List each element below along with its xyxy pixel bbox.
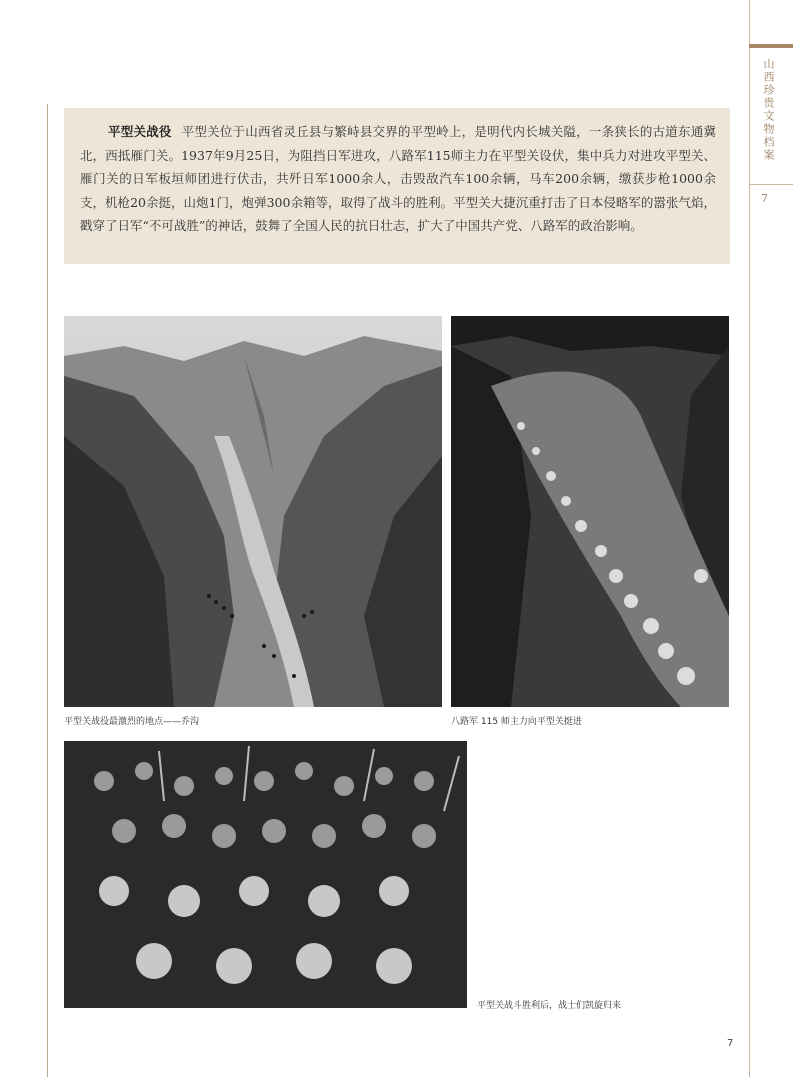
soldiers-image xyxy=(64,741,467,1008)
photo-troops-advancing xyxy=(451,316,729,707)
photo-caption: 平型关战斗胜利后，战士们凯旋归来 xyxy=(477,1001,622,1011)
photo-caption: 八路军 115 师主力向平型关挺进 xyxy=(451,717,582,727)
left-margin-rule xyxy=(47,104,48,1077)
intro-body: 平型关位于山西省灵丘县与繁峙县交界的平型岭上，是明代内长城关隘，一条狭长的古道东通冀北，西抵雁门关。1937年9月25日，为阻挡日军进攻，八路军115师主力在平型关设伏，集中兵力对进攻平型关、雁门关的日军板垣师团进行伏击，共歼日军1000余人，击毁敌汽车100余辆，马车200余辆，缴获步枪1000余支，机枪20余挺，山炮1门，炮弹300余箱等，取得了战斗的胜利。平型关大捷沉重打击了日本侵略军的嚣张气焰，戳穿了日军“不可战胜”的神话，鼓舞了全国人民的抗日壮志，扩大了中国共产党、八路军的政治影响。 xyxy=(80,124,716,233)
photo-canyon xyxy=(64,316,442,707)
sidebar-accent-bar xyxy=(749,44,793,48)
page-number: 7 xyxy=(727,1038,734,1049)
photo-soldiers-returning xyxy=(64,741,467,1008)
troops-image xyxy=(451,316,729,707)
sidebar-rule xyxy=(749,0,750,1077)
photo-caption: 平型关战役最激烈的地点——乔沟 xyxy=(64,717,200,727)
sidebar-chapter-number: 7 xyxy=(761,192,768,205)
sidebar-book-title: 山西珍贵文物档案 xyxy=(762,58,775,162)
canyon-image xyxy=(64,316,442,707)
intro-heading: 平型关战役 xyxy=(108,124,172,139)
sidebar-divider xyxy=(749,184,793,185)
intro-box xyxy=(64,108,730,264)
